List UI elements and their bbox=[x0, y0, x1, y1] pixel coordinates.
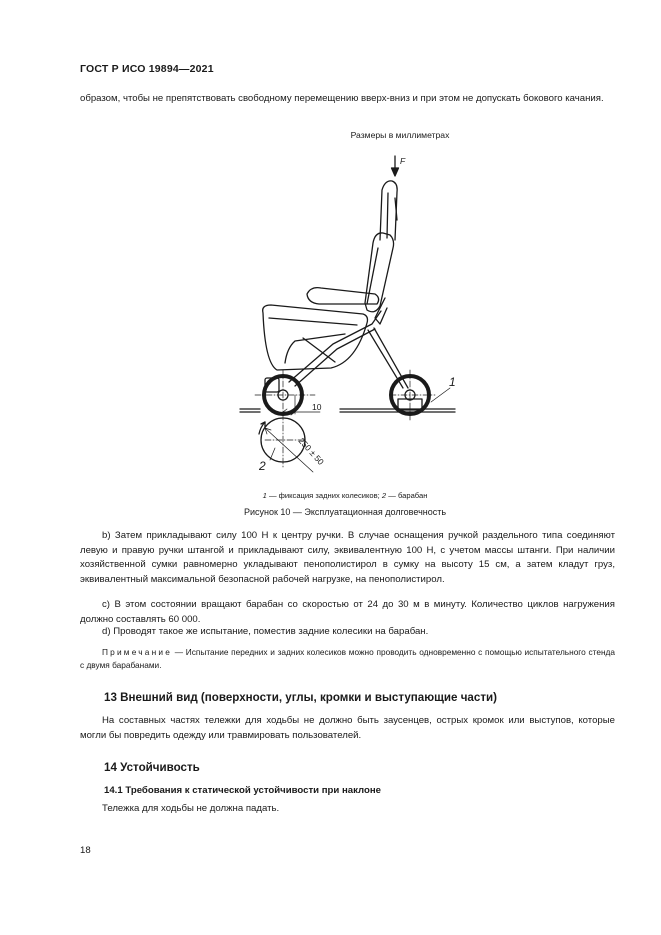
intro-paragraph: образом, чтобы не препятствовать свободному перемещению вверх-вниз и при этом не допускать бокового качания. bbox=[80, 93, 604, 104]
section-14-1-text: Тележка для ходьбы не должна падать. bbox=[102, 803, 280, 814]
figure-legend bbox=[180, 491, 510, 500]
dimension-drum: 250 ± 50 bbox=[296, 435, 327, 467]
note-text: — Испытание передних и задних колесиков можно проводить одновременно с помощью испытательного стенда с двумя барабанами. bbox=[80, 647, 615, 670]
callout-1: 1 bbox=[449, 375, 456, 389]
step-d-paragraph: d) Проводят такое же испытание, поместив задние колесики на барабан. bbox=[102, 626, 429, 637]
legend-2-text: — барабан bbox=[386, 491, 428, 500]
document-header: ГОСТ Р ИСО 19894—2021 bbox=[80, 63, 214, 75]
legend-2-number: 2 bbox=[381, 491, 387, 500]
section-13-text: На составных частях тележки для ходьбы не должно быть заусенцев, острых кромок или выступов, которые могли бы повредить одежду или травмировать пользователей. bbox=[80, 715, 615, 741]
step-c-paragraph: c) В этом состоянии вращают барабан со скоростью от 24 до 30 м в минуту. Количество циклов нагружения должно составлять 60 000. bbox=[80, 599, 615, 625]
section-14-heading: 14 Устойчивость bbox=[104, 761, 200, 774]
step-b-paragraph: b) Затем прикладывают силу 100 Н к центру ручки. В случае оснащения ручкой раздельного типа соединяют левую и правую ручки штангой и прикладывают силу, эквивалентную 100 Н, с учетом массы штанги. При наличии хозяйственной сумки равномерно укладывают пенополистирол в сумку на высоту 15 см, а затем кладут груз, эквивалентный максимальной безопасной рабочей нагрузке, на пенополистирол. bbox=[80, 530, 615, 585]
walker-drawing bbox=[225, 148, 475, 478]
force-label: F bbox=[400, 156, 406, 166]
handle-inner-line bbox=[387, 193, 388, 238]
units-caption: Размеры в миллиметрах bbox=[350, 130, 450, 140]
legend-1-text: — фиксация задних колесиков; bbox=[266, 491, 382, 500]
walker-handle bbox=[380, 181, 397, 240]
note-paragraph bbox=[80, 646, 615, 671]
walker-backrest bbox=[365, 233, 394, 312]
section-14-1-heading: 14.1 Требования к статической устойчивости при наклоне bbox=[104, 785, 381, 796]
note-label: Примечание bbox=[102, 647, 173, 657]
force-arrow-head bbox=[392, 168, 399, 176]
section-13-heading: 13 Внешний вид (поверхности, углы, кромки и выступающие части) bbox=[104, 691, 497, 704]
callout-2: 2 bbox=[259, 459, 266, 473]
legend-1-number: 1 bbox=[262, 491, 267, 500]
figure-walker-durability bbox=[225, 148, 475, 478]
dimension-offset: 10 bbox=[312, 402, 322, 412]
page-number: 18 bbox=[80, 845, 91, 856]
figure-title: Рисунок 10 — Эксплуатационная долговечность bbox=[243, 507, 447, 517]
